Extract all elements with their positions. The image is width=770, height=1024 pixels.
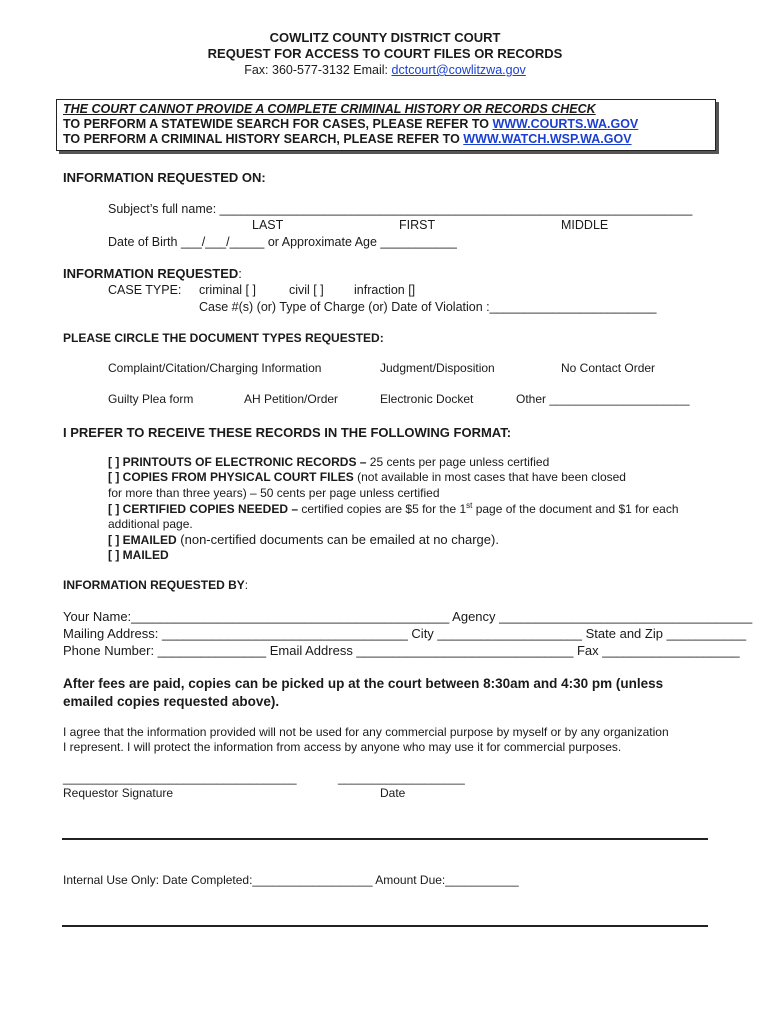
notice-statewide-text: TO PERFORM A STATEWIDE SEARCH FOR CASES, PLEASE REFER TO	[63, 117, 493, 131]
requested-by-heading	[63, 578, 248, 592]
fax-text: Fax: 360-577-3132 Email:	[244, 63, 392, 77]
format-emailed[interactable]	[108, 532, 499, 547]
watch-link[interactable]: WWW.WATCH.WSP.WA.GOV	[463, 132, 632, 146]
notice-box	[56, 99, 716, 151]
format-emailed-label: [ ] EMAILED	[108, 533, 177, 547]
signature-label: Requestor Signature	[63, 786, 174, 800]
date-line[interactable]: ___________________	[338, 771, 465, 785]
fees-note-1: After fees are paid, copies can be picked up at the court between 8:30am and 4:30 pm (unless	[63, 676, 664, 691]
first-label: FIRST	[399, 218, 436, 232]
case-number-field[interactable]: Case #(s) (or) Type of Charge (or) Date of Violation :________________________	[199, 300, 657, 314]
notice-statewide	[63, 117, 638, 131]
format-copies-desc-2: for more than three years) – 50 cents per page unless certified	[108, 486, 440, 500]
signature-line[interactable]: ___________________________________	[63, 771, 297, 785]
infraction-checkbox[interactable]: infraction []	[354, 283, 416, 297]
doc-other[interactable]: Other _____________________	[516, 392, 690, 406]
doc-electronic-docket[interactable]: Electronic Docket	[380, 392, 474, 406]
civil-checkbox[interactable]: civil [ ]	[289, 283, 324, 297]
info-on-heading: INFORMATION REQUESTED ON:	[63, 170, 266, 185]
fees-note-2: emailed copies requested above).	[63, 694, 280, 709]
email-link[interactable]: dctcourt@cowlitzwa.gov	[391, 63, 526, 77]
name-agency-field[interactable]: Your Name:____________________________________________ Agency ___________________________________	[63, 609, 753, 624]
criminal-checkbox[interactable]: criminal [ ]	[199, 283, 256, 297]
info-requested-heading	[63, 266, 242, 281]
format-certified-desc: certified copies are $5 for the 1	[301, 502, 467, 516]
format-printouts-label: [ ] PRINTOUTS OF ELECTRONIC RECORDS –	[108, 455, 370, 469]
last-label: LAST	[252, 218, 284, 232]
contact-line	[0, 63, 770, 77]
format-printouts-desc: 25 cents per page unless certified	[369, 455, 550, 469]
middle-label: MIDDLE	[561, 218, 609, 232]
doc-judgment[interactable]: Judgment/Disposition	[380, 361, 495, 375]
format-mailed[interactable]: [ ] MAILED	[108, 548, 169, 562]
courts-link[interactable]: WWW.COURTS.WA.GOV	[492, 117, 639, 131]
format-certified-desc-2: additional page.	[108, 517, 193, 531]
doc-ah-petition[interactable]: AH Petition/Order	[244, 392, 339, 406]
requested-by-title: INFORMATION REQUESTED BY	[63, 578, 245, 592]
agreement-1: I agree that the information provided will not be used for any commercial purpose by myself or by any organization	[63, 725, 669, 739]
court-name: COWLITZ COUNTY DISTRICT COURT	[269, 30, 501, 45]
requested-by-colon: :	[244, 578, 249, 592]
doc-guilty-plea[interactable]: Guilty Plea form	[108, 392, 194, 406]
doc-no-contact[interactable]: No Contact Order	[561, 361, 656, 375]
info-requested-colon: :	[238, 266, 242, 281]
doc-types-heading: PLEASE CIRCLE THE DOCUMENT TYPES REQUESTED:	[63, 331, 384, 345]
format-printouts[interactable]	[108, 455, 549, 469]
agreement-2: I represent. I will protect the information from access by anyone who may use it for commercial purposes.	[63, 740, 622, 754]
internal-use-field[interactable]: Internal Use Only: Date Completed:__________________ Amount Due:___________	[63, 873, 519, 887]
doc-complaint[interactable]: Complaint/Citation/Charging Information	[108, 361, 322, 375]
format-heading: I PREFER TO RECEIVE THESE RECORDS IN THE FOLLOWING FORMAT:	[63, 425, 512, 440]
info-requested-title: INFORMATION REQUESTED	[63, 266, 239, 281]
notice-criminal	[63, 132, 632, 146]
mailing-address-field[interactable]: Mailing Address: __________________________________ City ____________________ State and Zip ___________	[63, 626, 747, 641]
phone-email-fax-field[interactable]: Phone Number: _______________ Email Address ______________________________ Fax ___________________	[63, 643, 740, 658]
format-certified-desc-b: page of the document and $1 for each	[472, 502, 679, 516]
format-certified[interactable]	[108, 501, 679, 516]
format-certified-sup: st	[466, 501, 473, 510]
format-copies[interactable]	[108, 470, 626, 484]
form-title: REQUEST FOR ACCESS TO COURT FILES OR RECORDS	[207, 46, 563, 61]
dob-field[interactable]: Date of Birth ___/___/_____ or Approximate Age ___________	[108, 235, 457, 249]
format-copies-label: [ ] COPIES FROM PHYSICAL COURT FILES	[108, 470, 354, 484]
notice-warning: THE COURT CANNOT PROVIDE A COMPLETE CRIMINAL HISTORY OR RECORDS CHECK	[63, 102, 596, 116]
notice-criminal-text: TO PERFORM A CRIMINAL HISTORY SEARCH, PLEASE REFER TO	[63, 132, 464, 146]
case-type-label: CASE TYPE:	[108, 283, 182, 297]
format-copies-desc: (not available in most cases that have been closed	[353, 470, 626, 484]
date-label: Date	[380, 786, 406, 800]
format-emailed-desc: (non-certified documents can be emailed at no charge).	[176, 532, 499, 547]
subject-name-field[interactable]: Subject’s full name: ____________________________________________________________________	[108, 202, 693, 216]
divider-bottom	[62, 925, 708, 927]
format-certified-label: [ ] CERTIFIED COPIES NEEDED –	[108, 502, 302, 516]
divider-top	[62, 838, 708, 840]
